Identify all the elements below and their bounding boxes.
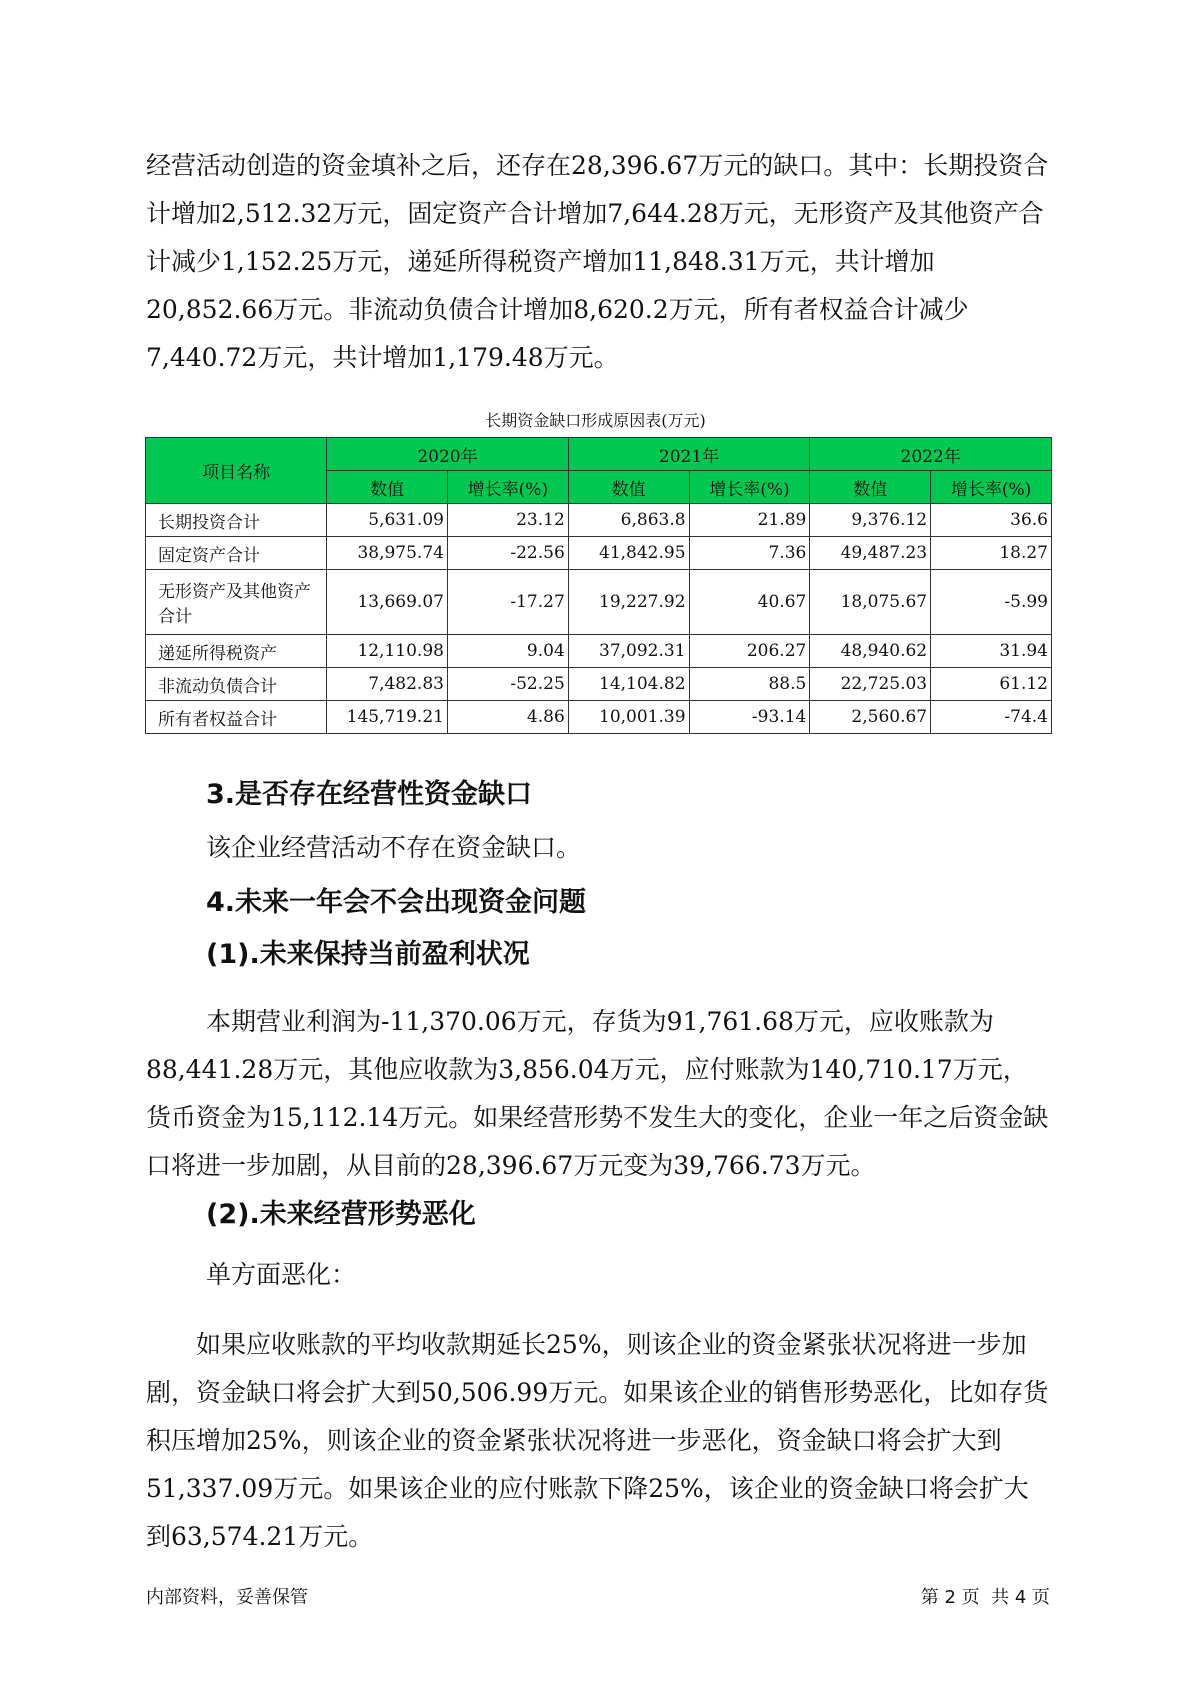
cell: 13,669.07 [327, 570, 448, 635]
cell: 88.5 [689, 668, 810, 701]
cell: 7.36 [689, 537, 810, 570]
cell: 22,725.03 [810, 668, 931, 701]
cell: 7,482.83 [327, 668, 448, 701]
cell: 2,560.67 [810, 701, 931, 734]
cell: 9.04 [447, 635, 568, 668]
header-growth: 增长率(%) [689, 471, 810, 504]
header-value: 数值 [327, 471, 448, 504]
table-row [146, 635, 1052, 668]
cell: 48,940.62 [810, 635, 931, 668]
table-row [146, 504, 1052, 537]
row-name: 递延所得税资产 [146, 635, 327, 668]
header-value: 数值 [810, 471, 931, 504]
footer-page-number: 第 2 页 共 4 页 [920, 1587, 1050, 1608]
row-name: 非流动负债合计 [146, 668, 327, 701]
cell: 23.12 [447, 504, 568, 537]
table-row [146, 668, 1052, 701]
table-row [146, 701, 1052, 734]
cell: 4.86 [447, 701, 568, 734]
row-name: 长期投资合计 [146, 504, 327, 537]
section4-sub1-paragraph: 本期营业利润为-11,370.06万元，存货为91,761.68万元，应收账款为88,441.28万元，其他应收款为3,856.04万元，应付账款为140,710.17万元，货币资金为15,112.14万元。如果经营形势不发生大的变化，企业一年之后资金缺口将进一步加剧，从目前的28,396.67万元变为39,766.73万元。 [146, 1007, 1049, 1180]
section3-text: 该企业经营活动不存在资金缺口。 [206, 833, 582, 862]
cell: 12,110.98 [327, 635, 448, 668]
cell: 14,104.82 [568, 668, 689, 701]
cell: 31.94 [931, 635, 1052, 668]
header-item-name: 项目名称 [146, 438, 327, 504]
cell: 206.27 [689, 635, 810, 668]
header-growth: 增长率(%) [447, 471, 568, 504]
section4-sub2-heading: (2).未来经营形势恶化 [206, 1199, 476, 1230]
section3-heading: 3.是否存在经营性资金缺口 [206, 779, 533, 810]
cell: -93.14 [689, 701, 810, 734]
cell: -52.25 [447, 668, 568, 701]
cell: 21.89 [689, 504, 810, 537]
cell: 41,842.95 [568, 537, 689, 570]
footer-confidential-note: 内部资料，妥善保管 [146, 1587, 308, 1608]
cell: -74.4 [931, 701, 1052, 734]
header-year-2020: 2020年 [327, 438, 569, 471]
cell: 10,001.39 [568, 701, 689, 734]
header-value: 数值 [568, 471, 689, 504]
cell: 145,719.21 [327, 701, 448, 734]
cell: 6,863.8 [568, 504, 689, 537]
row-name: 固定资产合计 [146, 537, 327, 570]
cell: 5,631.09 [327, 504, 448, 537]
cell: 49,487.23 [810, 537, 931, 570]
cell: -5.99 [931, 570, 1052, 635]
cell: 18,075.67 [810, 570, 931, 635]
capital-gap-table [145, 437, 1052, 734]
cell: 19,227.92 [568, 570, 689, 635]
row-name: 所有者权益合计 [146, 701, 327, 734]
cell: -22.56 [447, 537, 568, 570]
cell: 18.27 [931, 537, 1052, 570]
section4-sub2-intro: 单方面恶化： [206, 1260, 357, 1289]
row-name: 无形资产及其他资产合计 [146, 570, 327, 635]
table-header-row-years [146, 438, 1052, 471]
cell: 36.6 [931, 504, 1052, 537]
cell: 40.67 [689, 570, 810, 635]
header-year-2021: 2021年 [568, 438, 810, 471]
header-year-2022: 2022年 [810, 438, 1052, 471]
table-row [146, 570, 1052, 635]
cell: 61.12 [931, 668, 1052, 701]
header-growth: 增长率(%) [931, 471, 1052, 504]
cell: 38,975.74 [327, 537, 448, 570]
cell: -17.27 [447, 570, 568, 635]
section4-sub1-heading: (1).未来保持当前盈利状况 [206, 939, 530, 970]
cell: 9,376.12 [810, 504, 931, 537]
table-caption: 长期资金缺口形成原因表(万元) [485, 411, 706, 430]
intro-paragraph: 经营活动创造的资金填补之后，还存在28,396.67万元的缺口。其中：长期投资合计增加2,512.32万元，固定资产合计增加7,644.28万元，无形资产及其他资产合计减少1,152.25万元，递延所得税资产增加11,848.31万元，共计增加20,852.66万元。非流动负债合计增加8,620.2万元，所有者权益合计减少7,440.72万元，共计增加1,179.48万元。 [146, 151, 1049, 372]
table-row [146, 537, 1052, 570]
section4-heading: 4.未来一年会不会出现资金问题 [206, 887, 587, 918]
cell: 37,092.31 [568, 635, 689, 668]
section4-sub2-paragraph: 如果应收账款的平均收款期延长25%，则该企业的资金紧张状况将进一步加剧，资金缺口将会扩大到50,506.99万元。如果该企业的销售形势恶化，比如存货积压增加25%，则该企业的资金紧张状况将进一步恶化，资金缺口将会扩大到51,337.09万元。如果该企业的应付账款下降25%，该企业的资金缺口将会扩大到63,574.21万元。 [146, 1330, 1049, 1551]
